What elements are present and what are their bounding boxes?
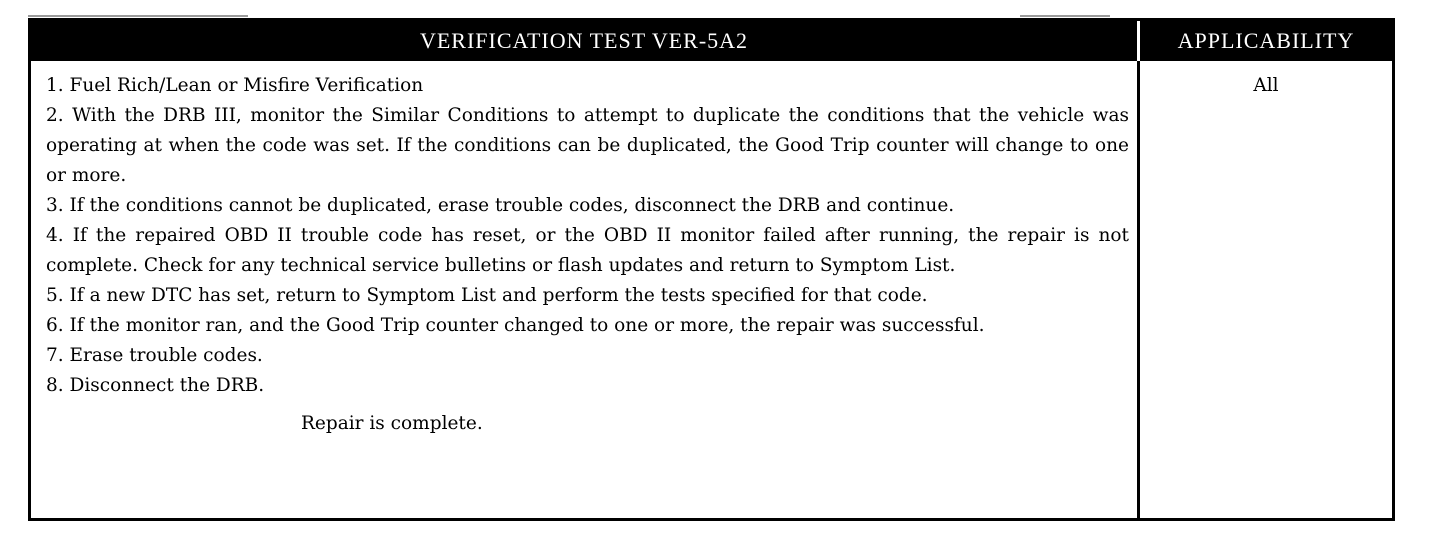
verification-test-header: VERIFICATION TEST VER-5A2 [31, 21, 1140, 61]
step-6: 6. If the monitor ran, and the Good Trip counter changed to one or more, the repair was successful. [46, 315, 985, 336]
scan-artifact-right [1020, 15, 1110, 17]
step-2: 2. With the DRB III, monitor the Similar Conditions to attempt to duplicate the conditions that the vehicle was operating at when the code was set. If the conditions can be duplicated, the Good Trip counter will change to one or more. [46, 105, 1129, 186]
step-1: 1. Fuel Rich/Lean or Misfire Verification [46, 75, 424, 96]
step-3: 3. If the conditions cannot be duplicated, erase trouble codes, disconnect the DRB and continue. [46, 195, 955, 216]
step-5: 5. If a new DTC has set, return to Symptom List and perform the tests specified for that code. [46, 285, 928, 306]
repair-complete-text: Repair is complete. [301, 413, 483, 434]
verification-test-table [28, 18, 1395, 521]
applicability-header: APPLICABILITY [1140, 21, 1392, 61]
step-8: 8. Disconnect the DRB. [46, 375, 265, 396]
step-7: 7. Erase trouble codes. [46, 345, 263, 366]
step-4: 4. If the repaired OBD II trouble code has reset, or the OBD II monitor failed after running, the repair is not complete. Check for any technical service bulletins or flash updates and return to Symptom List. [46, 225, 1129, 276]
steps-cell [31, 61, 1140, 518]
applicability-value: All [1253, 75, 1279, 96]
scan-artifact-left [28, 15, 248, 17]
